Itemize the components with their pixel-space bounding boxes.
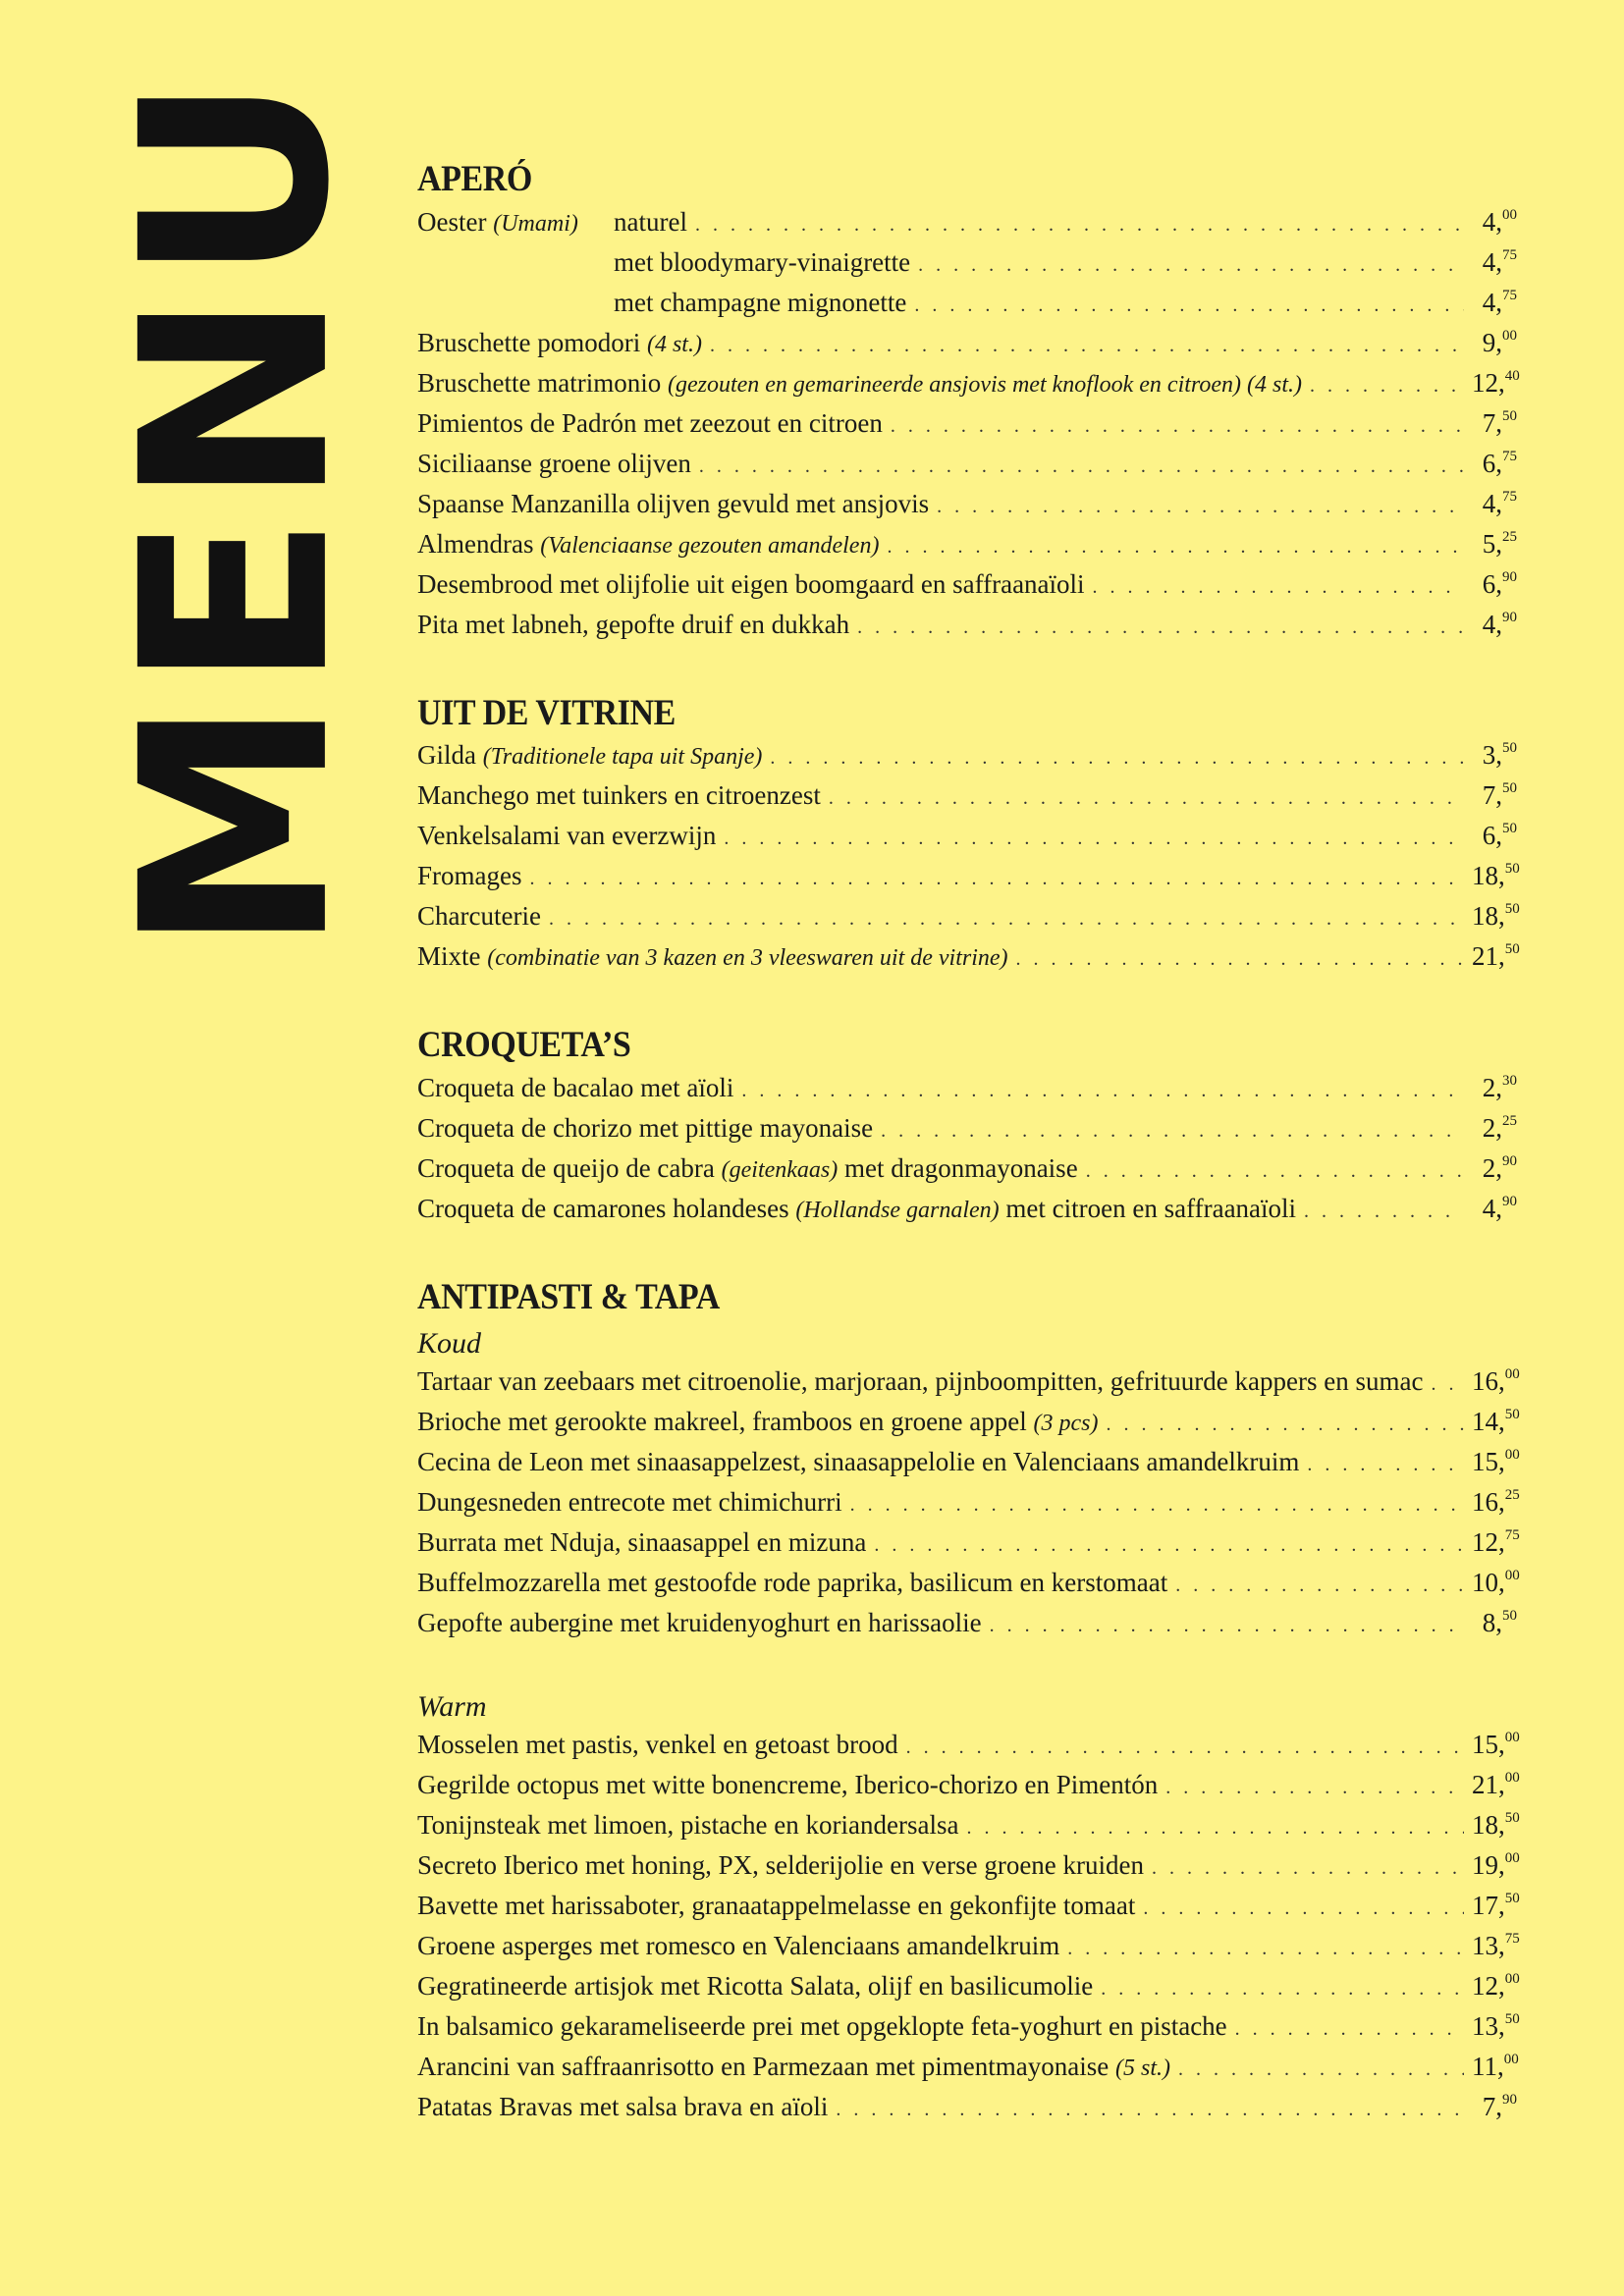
menu-item-row bbox=[417, 2052, 1517, 2092]
menu-item-row bbox=[417, 1770, 1520, 1810]
price-main: 2, bbox=[1482, 1152, 1502, 1183]
section-title: APERÓ bbox=[417, 159, 532, 199]
menu-item-price bbox=[1472, 207, 1517, 238]
menu-item-row bbox=[417, 1568, 1520, 1608]
menu-item-price bbox=[1472, 529, 1517, 560]
dot-leader bbox=[881, 1120, 1464, 1143]
menu-item-price bbox=[1472, 408, 1517, 439]
dot-leader bbox=[710, 335, 1464, 357]
menu-item-name: Spaanse Manzanilla olijven gevuld met ansjovis bbox=[417, 488, 930, 518]
menu-item-row bbox=[417, 288, 1517, 328]
menu-item-prefix-name: Oester bbox=[417, 206, 487, 237]
menu-item-label bbox=[417, 489, 929, 519]
price-cents: 25 bbox=[1502, 1112, 1517, 1129]
price-main: 9, bbox=[1482, 327, 1502, 357]
menu-item-price bbox=[1472, 901, 1520, 932]
menu-item-row bbox=[417, 247, 1517, 288]
menu-item-name: Arancini van saffraanrisotto en Parmezaan met pimentmayonaise bbox=[417, 2052, 1110, 2082]
price-main: 11, bbox=[1472, 2052, 1504, 2082]
section-title: ANTIPASTI & TAPA bbox=[417, 1276, 720, 1317]
menu-item-name: Cecina de Leon met sinaasappelzest, sinaasappelolie en Valenciaans amandelkruim bbox=[417, 1447, 1300, 1477]
menu-item-row bbox=[417, 449, 1517, 489]
menu-item-price bbox=[1472, 1487, 1520, 1518]
menu-item-price bbox=[1472, 1810, 1520, 1841]
menu-item-row bbox=[417, 2011, 1520, 2052]
menu-item-price bbox=[1472, 1770, 1520, 1800]
price-main: 21, bbox=[1472, 941, 1505, 972]
menu-item-label bbox=[417, 941, 1008, 972]
price-cents: 75 bbox=[1502, 246, 1517, 263]
price-main: 19, bbox=[1472, 1850, 1505, 1881]
menu-item-label bbox=[417, 740, 762, 771]
menu-item-row bbox=[417, 740, 1517, 780]
menu-item-label bbox=[417, 288, 906, 318]
menu-item-label bbox=[417, 449, 691, 479]
price-cents: 00 bbox=[1504, 1770, 1520, 1787]
price-main: 7, bbox=[1482, 407, 1502, 438]
price-cents: 50 bbox=[1504, 1810, 1520, 1827]
dot-leader bbox=[1310, 375, 1464, 398]
price-cents: 75 bbox=[1502, 287, 1517, 303]
menu-item-row bbox=[417, 1366, 1520, 1407]
menu-item-name: Gepofte aubergine met kruidenyoghurt en harissaolie bbox=[417, 1608, 982, 1638]
menu-item-label bbox=[417, 1850, 1144, 1881]
menu-item-row bbox=[417, 489, 1517, 529]
dot-leader bbox=[850, 1494, 1464, 1517]
price-main: 4, bbox=[1482, 609, 1502, 639]
price-main: 8, bbox=[1482, 1608, 1502, 1638]
menu-item-name: Siciliaanse groene olijven bbox=[417, 448, 691, 478]
menu-item-price bbox=[1472, 288, 1517, 318]
menu-item-row bbox=[417, 1407, 1520, 1447]
price-main: 4, bbox=[1482, 287, 1502, 317]
dot-leader bbox=[699, 455, 1464, 478]
menu-item-name: Desembrood met olijfolie uit eigen boomgaard en saffraanaïoli bbox=[417, 568, 1085, 599]
menu-item-price bbox=[1472, 367, 1520, 399]
dot-leader bbox=[529, 868, 1464, 890]
price-main: 6, bbox=[1482, 448, 1502, 478]
price-cents: 50 bbox=[1504, 941, 1520, 958]
dot-leader bbox=[1178, 2058, 1464, 2081]
price-cents: 00 bbox=[1504, 1568, 1520, 1584]
dot-leader bbox=[1101, 1978, 1464, 2001]
price-main: 10, bbox=[1472, 1568, 1505, 1598]
menu-item-price bbox=[1472, 1407, 1520, 1437]
menu-item-label bbox=[417, 247, 910, 278]
dot-leader bbox=[1235, 2018, 1464, 2041]
price-main: 4, bbox=[1482, 206, 1502, 237]
price-cents: 90 bbox=[1502, 568, 1517, 585]
price-main: 13, bbox=[1472, 1931, 1505, 1961]
menu-item-name: Tartaar van zeebaars met citroenolie, marjoraan, pijnboompitten, gefrituurde kappers en sumac bbox=[417, 1366, 1424, 1397]
menu-item-price bbox=[1472, 1730, 1520, 1760]
menu-item-name: Secreto Iberico met honing, PX, selderijolie en verse groene kruiden bbox=[417, 1850, 1145, 1881]
menu-item-label bbox=[417, 328, 702, 358]
menu-item-label bbox=[417, 529, 879, 560]
dot-leader bbox=[1086, 1160, 1464, 1183]
menu-item-note: (geitenkaas) bbox=[721, 1156, 839, 1183]
menu-item-label bbox=[417, 1931, 1059, 1961]
price-cents: 90 bbox=[1502, 1193, 1517, 1209]
price-cents: 00 bbox=[1504, 1730, 1520, 1746]
price-main: 14, bbox=[1472, 1407, 1505, 1437]
menu-item-price bbox=[1472, 2052, 1517, 2082]
subsection-title-cold: Koud bbox=[417, 1327, 482, 1361]
price-main: 4, bbox=[1482, 1193, 1502, 1223]
menu-item-label bbox=[417, 2011, 1227, 2042]
menu-item-label bbox=[417, 1527, 866, 1558]
menu-item-row bbox=[417, 901, 1520, 941]
menu-item-row bbox=[417, 1447, 1520, 1487]
price-cents: 50 bbox=[1502, 821, 1517, 837]
menu-item-label bbox=[417, 2052, 1170, 2082]
menu-item-price bbox=[1472, 1073, 1517, 1103]
menu-item-price bbox=[1472, 489, 1517, 519]
price-main: 2, bbox=[1482, 1072, 1502, 1102]
dot-leader bbox=[1304, 1201, 1464, 1223]
menu-item-price bbox=[1472, 861, 1520, 891]
menu-item-label bbox=[417, 1194, 1296, 1224]
menu-item-name: Gilda bbox=[417, 740, 476, 771]
price-cents: 50 bbox=[1502, 740, 1517, 757]
menu-item-price bbox=[1472, 247, 1517, 278]
menu-item-name: Brioche met gerookte makreel, framboos en groene appel bbox=[417, 1407, 1027, 1437]
dot-leader bbox=[937, 496, 1464, 518]
menu-item-price bbox=[1472, 1931, 1520, 1961]
menu-item-row bbox=[417, 207, 1517, 247]
menu-item-name: naturel bbox=[614, 206, 687, 237]
menu-item-price bbox=[1472, 610, 1517, 640]
menu-item-label bbox=[417, 1891, 1135, 1921]
menu-item-label bbox=[417, 610, 849, 640]
menu-item-name-after: met citroen en saffraanaïoli bbox=[1005, 1193, 1297, 1223]
menu-item-price bbox=[1472, 1891, 1520, 1921]
price-main: 7, bbox=[1482, 2092, 1502, 2122]
menu-item-note: (5 st.) bbox=[1115, 2056, 1170, 2082]
price-main: 18, bbox=[1472, 901, 1505, 932]
menu-item-row bbox=[417, 1608, 1517, 1648]
menu-item-label bbox=[417, 1971, 1093, 2002]
dot-leader bbox=[1067, 1938, 1464, 1960]
price-cents: 00 bbox=[1502, 206, 1517, 223]
dot-leader bbox=[914, 294, 1464, 317]
menu-content bbox=[417, 159, 1520, 2175]
menu-section-antipasti bbox=[417, 1276, 1520, 2133]
menu-item-row bbox=[417, 408, 1517, 449]
menu-item-name: Bruschette pomodori bbox=[417, 327, 641, 357]
dot-leader bbox=[829, 787, 1464, 810]
price-cents: 75 bbox=[1502, 448, 1517, 464]
price-main: 12, bbox=[1472, 1527, 1505, 1558]
price-cents: 00 bbox=[1503, 2052, 1519, 2068]
menu-item-row bbox=[417, 941, 1520, 982]
price-cents: 50 bbox=[1504, 901, 1520, 918]
price-main: 2, bbox=[1482, 1112, 1502, 1143]
menu-item-note: (Valenciaanse gezouten amandelen) bbox=[540, 532, 880, 559]
price-main: 15, bbox=[1472, 1730, 1505, 1760]
dot-leader bbox=[724, 828, 1464, 850]
menu-item-row bbox=[417, 1487, 1520, 1527]
menu-item-row bbox=[417, 1527, 1520, 1568]
price-cents: 90 bbox=[1502, 609, 1517, 625]
price-main: 4, bbox=[1482, 246, 1502, 277]
dot-leader bbox=[891, 415, 1464, 438]
price-main: 7, bbox=[1482, 780, 1502, 811]
price-main: 13, bbox=[1472, 2011, 1505, 2042]
dot-leader bbox=[741, 1080, 1464, 1102]
menu-item-row bbox=[417, 529, 1517, 569]
price-main: 16, bbox=[1472, 1487, 1505, 1518]
price-cents: 75 bbox=[1504, 1931, 1520, 1948]
menu-item-row bbox=[417, 1073, 1517, 1113]
menu-item-price bbox=[1472, 941, 1520, 972]
price-main: 15, bbox=[1472, 1447, 1505, 1477]
menu-item-name: Croqueta de camarones holandeses bbox=[417, 1193, 789, 1223]
menu-item-label bbox=[417, 1366, 1423, 1397]
menu-item-label bbox=[417, 368, 1302, 399]
menu-item-row bbox=[417, 1971, 1520, 2011]
price-cents: 00 bbox=[1504, 1971, 1520, 1988]
menu-item-name: Groene asperges met romesco en Valenciaans amandelkruim bbox=[417, 1931, 1060, 1961]
menu-item-name: Bavette met harissaboter, granaatappelmelasse en gekonfijte tomaat bbox=[417, 1891, 1136, 1921]
dot-leader bbox=[770, 747, 1464, 770]
menu-item-note: (Traditionele tapa uit Spanje) bbox=[482, 744, 763, 771]
menu-item-label bbox=[417, 1447, 1299, 1477]
menu-title-text: MENU bbox=[85, 67, 386, 954]
menu-item-row bbox=[417, 1810, 1520, 1850]
dot-leader bbox=[857, 616, 1464, 639]
menu-item-label bbox=[417, 1407, 1098, 1437]
price-cents: 50 bbox=[1504, 2011, 1520, 2028]
menu-item-price bbox=[1472, 1971, 1520, 2002]
menu-item-price bbox=[1472, 2092, 1517, 2122]
price-main: 3, bbox=[1482, 740, 1502, 771]
menu-item-price bbox=[1472, 821, 1517, 851]
menu-item-name: Buffelmozzarella met gestoofde rode paprika, basilicum en kerstomaat bbox=[417, 1568, 1168, 1598]
price-main: 18, bbox=[1472, 861, 1505, 891]
menu-item-row bbox=[417, 1730, 1520, 1770]
menu-item-price bbox=[1472, 1527, 1520, 1558]
menu-item-price bbox=[1472, 1568, 1520, 1598]
dot-leader bbox=[1165, 1777, 1464, 1799]
dot-leader bbox=[1106, 1414, 1464, 1436]
menu-item-price bbox=[1472, 1113, 1517, 1144]
menu-item-name: Charcuterie bbox=[417, 901, 541, 932]
menu-item-label bbox=[417, 1568, 1167, 1598]
price-cents: 30 bbox=[1502, 1072, 1517, 1089]
menu-item-note: (4 st.) bbox=[646, 331, 702, 357]
section-title: CROQUETA’S bbox=[417, 1025, 631, 1066]
dot-leader bbox=[874, 1534, 1464, 1557]
menu-item-note: (Hollandse garnalen) bbox=[795, 1197, 1000, 1223]
price-main: 16, bbox=[1472, 1366, 1505, 1397]
menu-item-name: Croqueta de bacalao met aïoli bbox=[417, 1072, 734, 1102]
price-cents: 25 bbox=[1504, 1487, 1520, 1504]
price-cents: 50 bbox=[1502, 407, 1517, 424]
menu-item-price bbox=[1472, 2011, 1520, 2042]
price-cents: 00 bbox=[1504, 1447, 1520, 1464]
menu-item-row bbox=[417, 367, 1520, 408]
price-main: 12, bbox=[1472, 1971, 1505, 2002]
price-main: 17, bbox=[1472, 1891, 1505, 1921]
price-cents: 75 bbox=[1502, 488, 1517, 505]
menu-item-note: (3 pcs) bbox=[1033, 1411, 1099, 1437]
menu-item-price bbox=[1472, 328, 1517, 358]
menu-item-label bbox=[417, 1153, 1078, 1184]
menu-item-name: met champagne mignonette bbox=[614, 287, 907, 317]
menu-section bbox=[417, 692, 1520, 983]
menu-item-row bbox=[417, 1153, 1517, 1194]
price-main: 12, bbox=[1472, 367, 1505, 398]
menu-item-name: Gegratineerde artisjok met Ricotta Salata, olijf en basilicumolie bbox=[417, 1971, 1094, 2002]
menu-item-label bbox=[417, 408, 883, 439]
price-cents: 00 bbox=[1504, 1850, 1520, 1867]
menu-item-name: Mixte bbox=[417, 941, 481, 972]
menu-item-name: Pita met labneh, gepofte druif en dukkah bbox=[417, 609, 850, 639]
price-cents: 40 bbox=[1504, 367, 1520, 384]
menu-item-row bbox=[417, 821, 1517, 861]
menu-item-prefix bbox=[417, 207, 614, 238]
menu-item-name: Almendras bbox=[417, 528, 534, 559]
price-main: 6, bbox=[1482, 568, 1502, 599]
menu-item-row bbox=[417, 1113, 1517, 1153]
dot-leader bbox=[1143, 1897, 1464, 1920]
menu-item-price bbox=[1472, 1447, 1520, 1477]
menu-item-price bbox=[1472, 1366, 1520, 1397]
menu-item-note: (combinatie van 3 kazen en 3 vleeswaren uit de vitrine) bbox=[487, 945, 1008, 972]
menu-item-name: met bloodymary-vinaigrette bbox=[614, 246, 911, 277]
menu-item-row bbox=[417, 569, 1517, 610]
menu-item-label bbox=[417, 1810, 958, 1841]
menu-item-label bbox=[417, 901, 541, 932]
price-cents: 90 bbox=[1502, 1152, 1517, 1169]
price-main: 5, bbox=[1482, 528, 1502, 559]
price-main: 21, bbox=[1472, 1770, 1505, 1800]
menu-item-name: Burrata met Nduja, sinaasappel en mizuna bbox=[417, 1527, 867, 1558]
dot-leader bbox=[966, 1817, 1464, 1840]
price-cents: 50 bbox=[1504, 861, 1520, 878]
dot-leader bbox=[695, 214, 1464, 237]
price-main: 4, bbox=[1482, 488, 1502, 518]
menu-item-label bbox=[417, 569, 1085, 600]
menu-section bbox=[417, 1025, 1517, 1234]
menu-item-price bbox=[1472, 569, 1517, 600]
menu-item-name: Tonijnsteak met limoen, pistache en koriandersalsa bbox=[417, 1810, 959, 1841]
menu-item-row bbox=[417, 610, 1517, 650]
menu-item-row bbox=[417, 780, 1517, 821]
menu-item-price bbox=[1472, 1153, 1517, 1184]
menu-item-price bbox=[1472, 1194, 1517, 1224]
section-title: UIT DE VITRINE bbox=[417, 692, 676, 733]
menu-item-note: (gezouten en gemarineerde ansjovis met knoflook en citroen) (4 st.) bbox=[667, 371, 1302, 398]
menu-item-price bbox=[1472, 740, 1517, 771]
subsection-title-warm: Warm bbox=[417, 1690, 487, 1724]
menu-item-label bbox=[417, 1073, 733, 1103]
price-cents: 50 bbox=[1504, 1891, 1520, 1907]
menu-item-name: Patatas Bravas met salsa brava en aïoli bbox=[417, 2092, 829, 2122]
menu-item-label bbox=[417, 1770, 1158, 1800]
menu-item-label bbox=[417, 2092, 828, 2122]
menu-item-name: In balsamico gekarameliseerde prei met opgeklopte feta-yoghurt en pistache bbox=[417, 2011, 1227, 2042]
menu-item-row bbox=[417, 328, 1517, 368]
menu-item-price bbox=[1472, 1608, 1517, 1638]
price-main: 18, bbox=[1472, 1810, 1505, 1841]
menu-item-label bbox=[417, 1608, 982, 1638]
menu-item-price bbox=[1472, 780, 1517, 811]
price-cents: 50 bbox=[1504, 1407, 1520, 1423]
menu-item-prefix-note: (Umami) bbox=[493, 210, 578, 237]
dot-leader bbox=[906, 1736, 1464, 1759]
menu-item-row bbox=[417, 861, 1520, 901]
dot-leader bbox=[990, 1615, 1464, 1637]
dot-leader bbox=[887, 536, 1464, 559]
menu-item-name: Pimientos de Padrón met zeezout en citroen bbox=[417, 407, 883, 438]
menu-item-name: Gegrilde octopus met witte bonencreme, Iberico-chorizo en Pimentón bbox=[417, 1770, 1159, 1800]
menu-item-row bbox=[417, 1891, 1520, 1931]
menu-item-name: Manchego met tuinkers en citroenzest bbox=[417, 780, 821, 811]
menu-item-name: Bruschette matrimonio bbox=[417, 367, 662, 398]
dot-leader bbox=[1016, 948, 1464, 971]
menu-item-label bbox=[417, 780, 821, 811]
menu-item-price bbox=[1472, 1850, 1520, 1881]
menu-item-name: Dungesneden entrecote met chimichurri bbox=[417, 1487, 842, 1518]
menu-item-row bbox=[417, 1194, 1517, 1234]
menu-item-name: Fromages bbox=[417, 861, 522, 891]
menu-item-label bbox=[417, 1113, 873, 1144]
menu-item-price bbox=[1472, 449, 1517, 479]
menu-item-row bbox=[417, 2092, 1517, 2132]
price-cents: 75 bbox=[1504, 1527, 1520, 1544]
menu-item-label bbox=[417, 1730, 898, 1760]
price-main: 6, bbox=[1482, 821, 1502, 851]
dot-leader bbox=[1093, 576, 1464, 599]
dot-leader bbox=[1307, 1454, 1464, 1476]
menu-item-label bbox=[417, 207, 687, 238]
price-cents: 25 bbox=[1502, 528, 1517, 545]
dot-leader bbox=[1152, 1857, 1464, 1880]
menu-item-name: Croqueta de chorizo met pittige mayonaise bbox=[417, 1112, 874, 1143]
menu-item-label bbox=[417, 861, 521, 891]
menu-item-name-after: met dragonmayonaise bbox=[844, 1152, 1078, 1183]
menu-item-row bbox=[417, 1850, 1520, 1891]
menu-item-label bbox=[417, 821, 716, 851]
menu-item-label bbox=[417, 1487, 842, 1518]
menu-vertical-title bbox=[85, 67, 386, 954]
menu-item-name: Venkelsalami van everzwijn bbox=[417, 821, 717, 851]
price-cents: 50 bbox=[1502, 1608, 1517, 1625]
price-cents: 90 bbox=[1502, 2092, 1517, 2109]
menu-item-name: Mosselen met pastis, venkel en getoast brood bbox=[417, 1730, 898, 1760]
dot-leader bbox=[918, 254, 1464, 277]
dot-leader bbox=[1431, 1373, 1464, 1396]
price-cents: 00 bbox=[1502, 327, 1517, 344]
menu-item-row bbox=[417, 1931, 1520, 1971]
menu-item-name: Croqueta de queijo de cabra bbox=[417, 1152, 715, 1183]
price-cents: 50 bbox=[1502, 780, 1517, 797]
price-cents: 00 bbox=[1504, 1366, 1520, 1383]
dot-leader bbox=[549, 908, 1464, 931]
dot-leader bbox=[1175, 1575, 1464, 1597]
menu-section bbox=[417, 159, 1520, 650]
dot-leader bbox=[836, 2099, 1464, 2121]
